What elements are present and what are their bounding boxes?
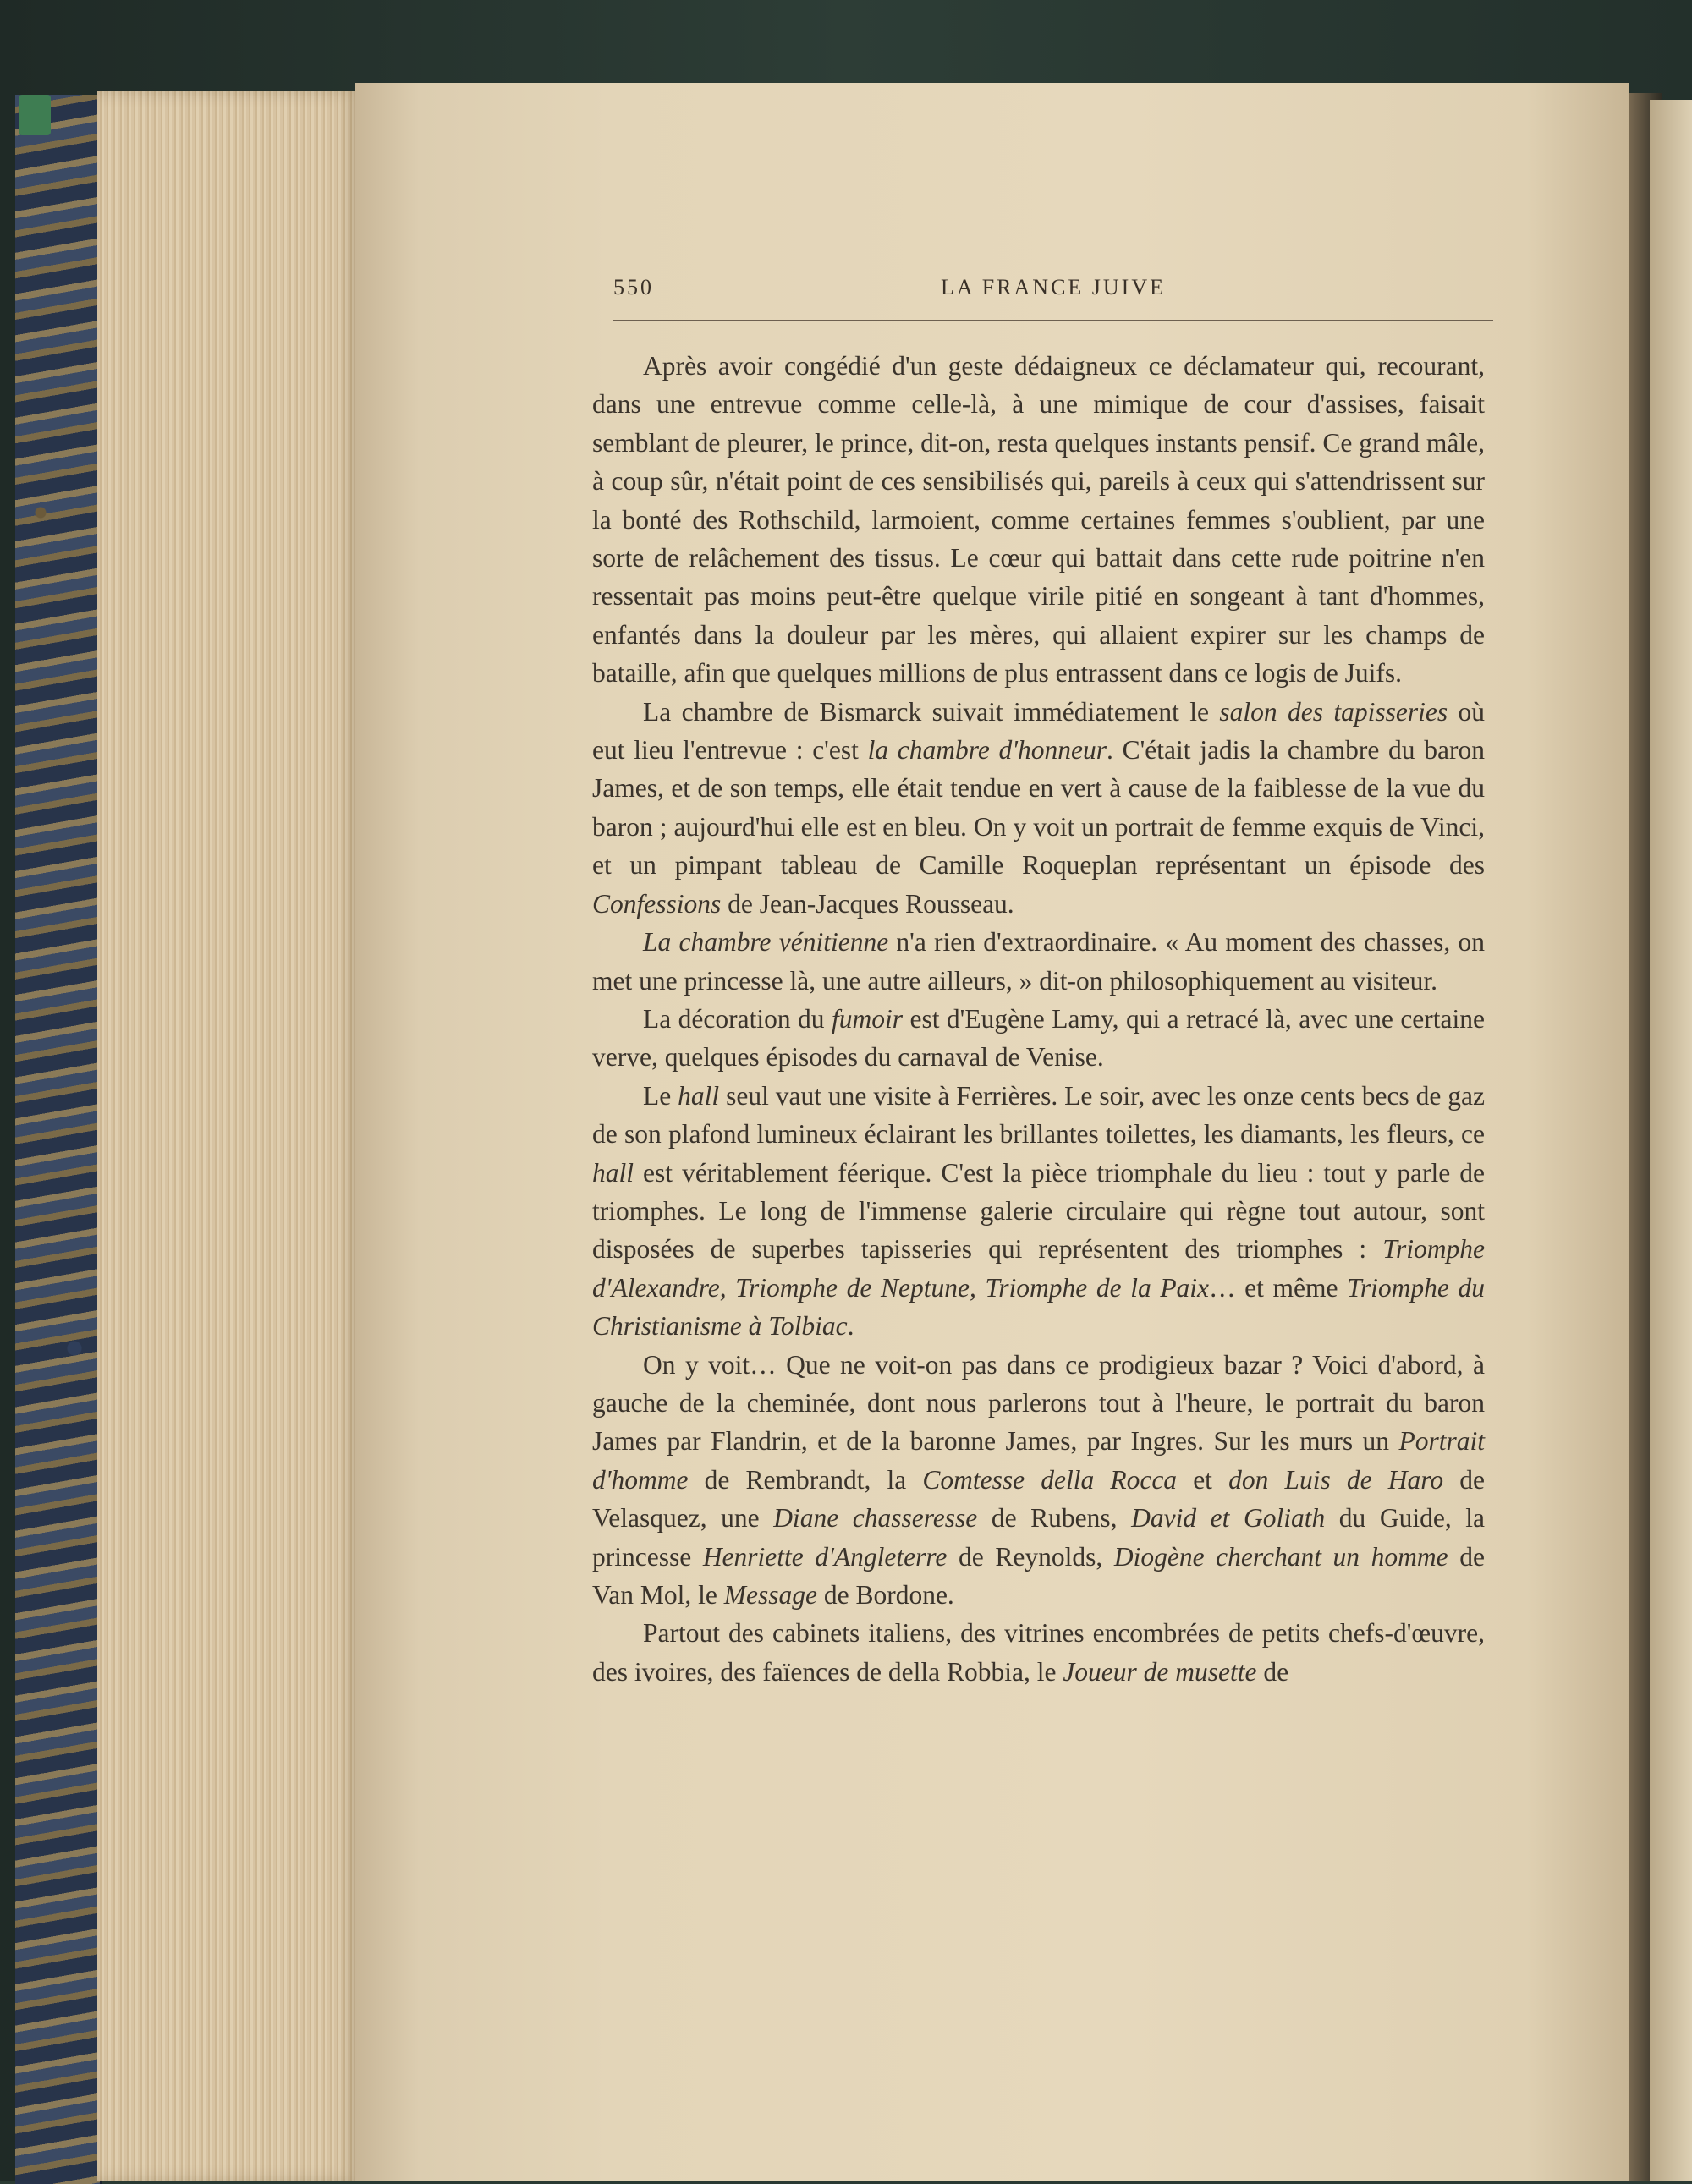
text-run: de Van Mol, le: [592, 1541, 1485, 1610]
italic-title: salon des tapisseries: [1219, 696, 1448, 727]
text-run: de Jean-Jacques Rousseau.: [721, 888, 1014, 919]
text-run: La chambre de Bismarck suivait immédiatement le: [643, 696, 1220, 727]
italic-title: Message: [723, 1580, 817, 1610]
text-run: où eut lieu l'entrevue : c'est: [592, 696, 1485, 765]
text-run: de: [1256, 1656, 1289, 1687]
text-run: .: [847, 1311, 854, 1342]
text-run: Partout des cabinets italiens, des vitrines encombrées de petits chefs-d'œuvre, des ivoires, des faïences de della Robbia, le: [592, 1618, 1485, 1687]
paragraph: [592, 693, 1485, 923]
italic-title: Triomphe d'Alexandre, Triomphe de Neptune, Triomphe de la Paix: [592, 1234, 1485, 1303]
cover-corner-binding: [19, 95, 51, 135]
text-run: On y voit… Que ne voit-on pas dans ce prodigieux bazar ? Voici d'abord, à gauche de la cheminée, dont nous parlerons tout à l'heure, le portrait du baron James par Flandrin, et de la baronne James, par Ingres. Sur les murs un: [592, 1349, 1485, 1457]
text-run: et: [1177, 1464, 1229, 1495]
text-run: Après avoir congédié d'un geste dédaigneux ce déclamateur qui, recourant, dans une entrevue comme celle-là, à une mimique de cour d'assises, faisait semblant de pleurer, le prince, dit-on, resta quelques instants pensif. Ce grand mâle, à coup sûr, n'était point de ces sensibilisés qui, pareils à ceux qui s'attendrissent sur la bonté des Rothschild, larmoient, comme certaines femmes s'oublient, par une sorte de relâchement des tissus. Le cœur qui battait dans cette rude poitrine n'en ressentait pas moins peut-être quelque virile pitié en songeant à tant d'hommes, enfantés dans la douleur par les mères, qui allaient expirer sur les champs de bataille, afin que quelques millions de plus entrassent dans ce logis de Juifs.: [592, 351, 1485, 689]
text-run: La décoration du: [643, 1003, 832, 1034]
italic-title: La chambre vénitienne: [643, 927, 889, 958]
italic-title: Confessions: [592, 888, 722, 919]
italic-title: Joueur de musette: [1063, 1656, 1257, 1687]
text-run: de Velasquez, une: [592, 1464, 1485, 1534]
text-run: de Rubens,: [977, 1503, 1132, 1534]
italic-title: hall: [592, 1157, 634, 1188]
text-run: seul vaut une visite à Ferrières. Le soir, avec les onze cents becs de gaz de son plafond lumineux éclairant les brillantes toilettes, les diamants, les fleurs, ce: [592, 1080, 1485, 1150]
text-run: de Reynolds,: [947, 1541, 1114, 1572]
paragraph: [592, 1000, 1485, 1077]
italic-title: Henriette d'Angleterre: [702, 1541, 948, 1572]
text-run: Le: [643, 1080, 678, 1111]
italic-title: la chambre d'honneur: [867, 735, 1107, 765]
italic-title: Portrait d'homme: [592, 1426, 1485, 1495]
text-run: … et même: [1209, 1272, 1348, 1303]
italic-title: Diane chasseresse: [773, 1503, 978, 1534]
running-head: [613, 275, 1493, 317]
book-cover-marbled-edge: [15, 95, 102, 2184]
italic-title: hall: [678, 1080, 720, 1111]
facing-page-edge: [1650, 100, 1692, 2181]
text-run: du Guide, la princesse: [592, 1503, 1486, 1572]
paragraph: [592, 1077, 1485, 1346]
paragraph: [592, 1346, 1485, 1615]
page-number: 550: [613, 275, 654, 299]
italic-title: Comtesse della Rocca: [922, 1464, 1178, 1495]
text-run: . C'était jadis la chambre du baron James, et de son temps, elle était tendue en vert à cause de la faiblesse de la vue du baron ; aujourd'hui elle est en bleu. On y voit un portrait de femme exquis de Vinci, et un pimpant tableau de Camille Roqueplan représentant un épisode des: [592, 735, 1485, 881]
text-run: n'a rien d'extraordinaire. « Au moment des chasses, on met une princesse là, une autre ailleurs, » dit-on philosophiquement au visiteur.: [592, 927, 1486, 996]
page-stack-edge: [97, 91, 360, 2181]
italic-title: Diogène cherchant un homme: [1113, 1541, 1448, 1572]
paragraph: [592, 1614, 1485, 1691]
italic-title: fumoir: [832, 1003, 904, 1034]
text-run: de Bordone.: [816, 1580, 954, 1610]
italic-title: don Luis de Haro: [1228, 1464, 1444, 1495]
paragraph: [592, 923, 1485, 1000]
header-rule: [613, 320, 1493, 321]
text-run: est véritablement féerique. C'est la pièce triomphale du lieu : tout y parle de triomphes. Le long de l'immense galerie circulaire qui règne tout autour, sont disposées de superbes tapisseries qui représentent des triomphes :: [592, 1157, 1485, 1265]
text-run: de Rembrandt, la: [688, 1464, 923, 1495]
body-text: [592, 347, 1485, 1691]
paragraph: [592, 347, 1485, 693]
italic-title: David et Goliath: [1131, 1503, 1326, 1534]
running-title: LA FRANCE JUIVE: [940, 275, 1166, 299]
text-run: est d'Eugène Lamy, qui a retracé là, avec une certaine verve, quelques épisodes du carnaval de Venise.: [592, 1003, 1485, 1073]
italic-title: Triomphe du Christianisme à Tolbiac: [592, 1272, 1485, 1342]
